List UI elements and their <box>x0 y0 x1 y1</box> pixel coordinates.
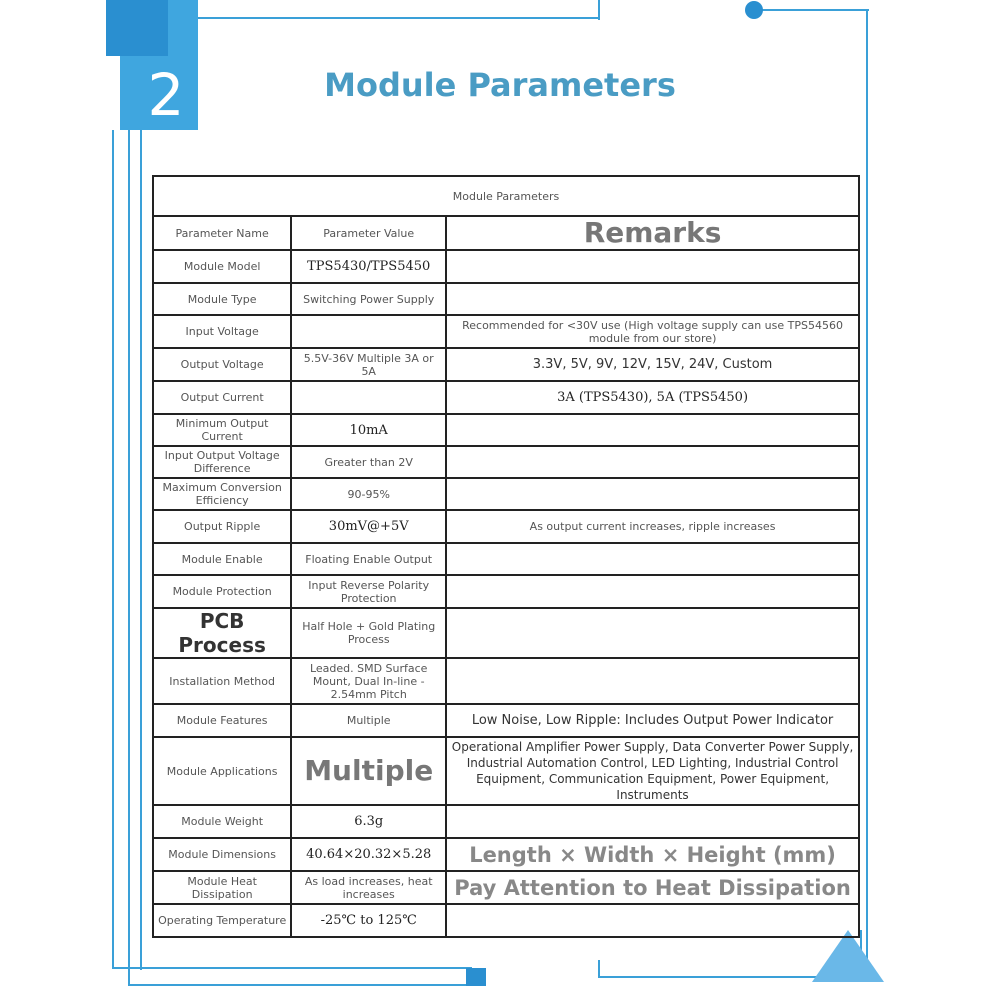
row-remark <box>446 658 859 704</box>
row-name: Operating Temperature <box>153 904 291 937</box>
frame-line-bottom-left <box>112 967 472 969</box>
row-remark: Pay Attention to Heat Dissipation <box>446 871 859 904</box>
row-remark: Low Noise, Low Ripple: Includes Output Power Indicator <box>446 704 859 737</box>
row-name: Minimum Output Current <box>153 414 291 446</box>
row-name: Module Enable <box>153 543 291 575</box>
frame-line-left-inner <box>128 130 130 985</box>
row-name: Input Voltage <box>153 315 291 348</box>
row-value <box>291 315 446 348</box>
row-name: Module Type <box>153 283 291 315</box>
row-remark <box>446 904 859 937</box>
row-value: 5.5V-36V Multiple 3A or 5A <box>291 348 446 381</box>
row-name: Installation Method <box>153 658 291 704</box>
row-name: Module Features <box>153 704 291 737</box>
row-name: Output Ripple <box>153 510 291 543</box>
row-name: Module Protection <box>153 575 291 608</box>
row-value: Greater than 2V <box>291 446 446 478</box>
row-remark <box>446 446 859 478</box>
header-parameter-name: Parameter Name <box>153 216 291 250</box>
row-value: Leaded. SMD Surface Mount, Dual In-line - 2.54mm Pitch <box>291 658 446 704</box>
row-value: 6.3g <box>291 805 446 838</box>
header-parameter-value: Parameter Value <box>291 216 446 250</box>
frame-line-bottom-tick <box>598 960 600 978</box>
row-name: Module Weight <box>153 805 291 838</box>
frame-line-left-outer <box>112 130 114 968</box>
row-value: 40.64×20.32×5.28 <box>291 838 446 871</box>
row-value: Floating Enable Output <box>291 543 446 575</box>
row-value: 30mV@+5V <box>291 510 446 543</box>
row-value: -25℃ to 125℃ <box>291 904 446 937</box>
row-value: 10mA <box>291 414 446 446</box>
table-caption: Module Parameters <box>153 176 859 216</box>
row-remark <box>446 543 859 575</box>
row-value <box>291 381 446 414</box>
row-remark <box>446 414 859 446</box>
row-remark <box>446 478 859 510</box>
row-value: 90-95% <box>291 478 446 510</box>
row-value: Half Hole + Gold Plating Process <box>291 608 446 658</box>
row-value: As load increases, heat increases <box>291 871 446 904</box>
section-badge-accent <box>106 0 168 56</box>
frame-line-top-tick <box>598 0 600 20</box>
row-value: Multiple <box>291 737 446 805</box>
row-remark: Length × Width × Height (mm) <box>446 838 859 871</box>
row-name: Module Model <box>153 250 291 283</box>
frame-line-left-third <box>140 130 142 970</box>
row-remark: 3A (TPS5430), 5A (TPS5450) <box>446 381 859 414</box>
header-remarks: Remarks <box>446 216 859 250</box>
row-name: Module Applications <box>153 737 291 805</box>
row-name: Output Current <box>153 381 291 414</box>
frame-line-bottom-left2 <box>128 984 473 986</box>
row-value: TPS5430/TPS5450 <box>291 250 446 283</box>
page-title: Module Parameters <box>324 66 676 104</box>
row-remark: 3.3V, 5V, 9V, 12V, 15V, 24V, Custom <box>446 348 859 381</box>
decor-dot <box>745 1 763 19</box>
row-remark <box>446 575 859 608</box>
section-number: 2 <box>147 61 185 129</box>
row-remark <box>446 283 859 315</box>
frame-line-right <box>866 9 868 977</box>
row-name: Output Voltage <box>153 348 291 381</box>
row-value: Input Reverse Polarity Protection <box>291 575 446 608</box>
row-remark: Operational Amplifier Power Supply, Data Converter Power Supply, Industrial Automation Control, LED Lighting, Industrial Control Equipment, Communication Equipment, Power Equipment, Instruments <box>446 737 859 805</box>
decor-square <box>466 968 486 986</box>
row-name: Maximum Conversion Efficiency <box>153 478 291 510</box>
row-remark: As output current increases, ripple increases <box>446 510 859 543</box>
row-remark <box>446 608 859 658</box>
row-name: Input Output Voltage Difference <box>153 446 291 478</box>
row-remark <box>446 250 859 283</box>
row-value: Multiple <box>291 704 446 737</box>
row-name: Module Dimensions <box>153 838 291 871</box>
frame-line-top-right <box>754 9 869 11</box>
row-name: PCB Process <box>153 608 291 658</box>
row-remark <box>446 805 859 838</box>
row-value: Switching Power Supply <box>291 283 446 315</box>
parameters-table <box>152 175 860 938</box>
row-remark: Recommended for <30V use (High voltage supply can use TPS54560 module from our store) <box>446 315 859 348</box>
row-name: Module Heat Dissipation <box>153 871 291 904</box>
